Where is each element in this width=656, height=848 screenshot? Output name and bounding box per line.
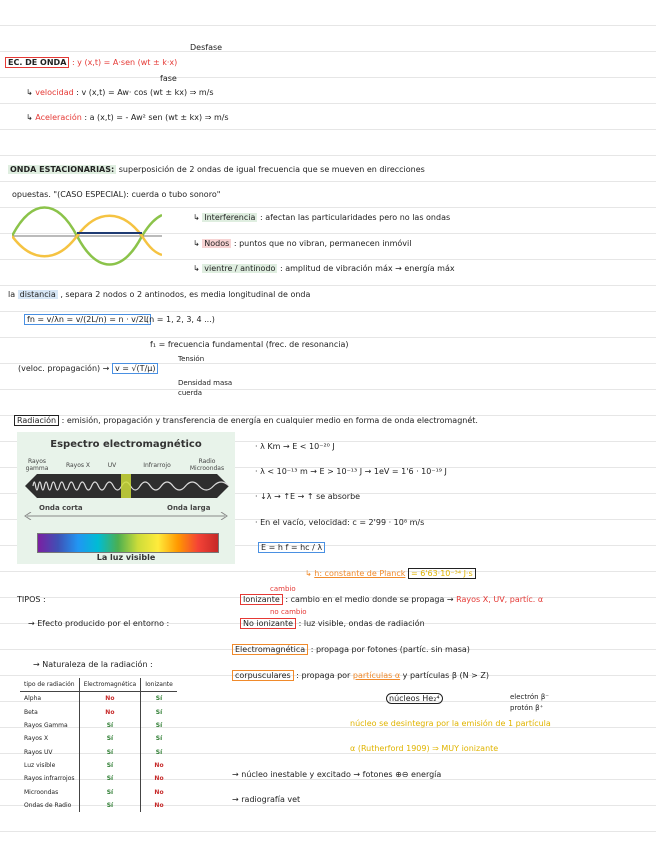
radiacion-label: Radiación (14, 415, 59, 426)
table-cell: No (141, 799, 177, 812)
inestable-text: → núcleo inestable y excitado → fotones ⊕⊖ energía (232, 770, 442, 779)
table-header-row (20, 678, 177, 692)
note-4: · En el vacío, velocidad: c = 2'99 · 10⁸ m/s (255, 518, 425, 527)
ionizante-label: Ionizante (240, 594, 283, 605)
wave-equation-line (5, 58, 177, 68)
table-cell: Alpha (24, 695, 42, 703)
veloc-equation: v = √(T/μ) (112, 363, 159, 374)
table-cell: No (79, 706, 141, 719)
nucleo-desintegra-text: núcleo se desintegra por la emisión de 1 partícula (350, 719, 551, 728)
luz-visible-label: La luz visible (96, 553, 156, 562)
f1-text: f₁ = frecuencia fundamental (frec. de resonancia) (150, 340, 349, 349)
table-row (20, 719, 177, 732)
onda-corta-label: Onda corta (39, 504, 83, 512)
note-5-line (258, 543, 325, 553)
table-cell: No (141, 772, 177, 785)
estacionarias-label: ONDA ESTACIONARIAS: (10, 165, 115, 174)
table-cell: Sí (79, 759, 141, 772)
densidad-label: Densidad masa cuerda (178, 379, 233, 397)
spectrum-band (25, 472, 229, 500)
nucleos-label: núcleos He₂⁴ (386, 693, 443, 704)
table-cell: Sí (79, 745, 141, 758)
electromagnetica-text: : propaga por fotones (partíc. sin masa) (310, 645, 470, 654)
interferencia-line: ↳ Interferencia : afectan las particularidades pero no las ondas (193, 213, 451, 222)
table-cell: Rayos Gamma (24, 722, 68, 730)
table-cell: Sí (141, 732, 177, 745)
vientre-label: vientre / antinodo (204, 264, 276, 273)
ionizante-line (240, 595, 543, 605)
table-cell: Sí (79, 772, 141, 785)
table-cell: Luz visible (24, 761, 56, 769)
no-ionizante-label: No ionizante (240, 618, 296, 629)
rutherford-line (350, 744, 498, 754)
velocidad-equation: : v (x,t) = Aw· cos (wt ± kx) ⇒ m/s (76, 88, 214, 97)
veloc-text: (veloc. propagación) → (18, 364, 110, 373)
aceleracion-label: Aceleración (35, 113, 82, 122)
wave-equation-label: EC. DE ONDA (5, 57, 69, 68)
estacionarias-line-1 (8, 165, 425, 175)
rutherford-text: α (Rutherford 1909) (350, 744, 430, 753)
table-row (20, 692, 177, 706)
fn-equation: fn = v/λn = v/(2L/n) = n · v/2L (24, 314, 151, 325)
table-row (20, 732, 177, 745)
table-cell: Sí (141, 745, 177, 758)
no-ionizante-text: : luz visible, ondas de radiación (298, 619, 425, 628)
table-cell: Sí (79, 799, 141, 812)
tipos-label: TIPOS : (17, 595, 46, 604)
table-row (20, 799, 177, 812)
estacionarias-text-2: opuestas. "(CASO ESPECIAL): cuerda o tubo sonoro" (12, 190, 221, 199)
nucleos-line (386, 694, 443, 704)
uv-label: UV (107, 462, 117, 469)
wavelength-arrow (23, 512, 229, 520)
table-cell: Sí (79, 719, 141, 732)
planck-value: = 6'63·10⁻³⁴ J·s (408, 568, 476, 579)
note-1: · λ Km → E < 10⁻²⁰ J (255, 442, 335, 451)
particulas-b: partículas β (N > Z) (409, 671, 490, 680)
wave-equation: : y (x,t) = A·sen (wt ± k·x) (71, 58, 178, 67)
table-row (20, 772, 177, 785)
muy-ionizante-text: ⇒ MUY ionizante (432, 744, 499, 753)
naturaleza-text: → Naturaleza de la radiación : (33, 660, 153, 669)
ionizante-examples: Rayos X, UV, partíc. α (456, 595, 544, 604)
spectrum-title: Espectro electromagnético (50, 439, 202, 450)
table-cell: Rayos UV (24, 748, 53, 756)
table-cell: Sí (141, 692, 177, 706)
note-5: E = h f = hc / λ (258, 542, 325, 553)
table-header: Electromagnética (79, 678, 141, 692)
table-cell: Sí (141, 706, 177, 719)
distancia-label: distancia (19, 290, 56, 299)
aceleracion-equation: : a (x,t) = - Aw² sen (wt ± kx) ⇒ m/s (84, 113, 229, 122)
table-cell: Rayos X (24, 735, 49, 743)
standing-wave-diagram (12, 203, 162, 273)
no-cambio-label: no cambio (270, 608, 307, 616)
note-3: · ↓λ → ↑E → ↑ se absorbe (255, 492, 361, 501)
no-ionizante-line (240, 619, 425, 629)
table-cell: Sí (79, 732, 141, 745)
electromagnetica-label: Electromagnética (232, 644, 308, 655)
table-cell: Rayos infrarrojos (24, 775, 75, 783)
y-conjunction: y (402, 671, 408, 680)
rayos-gamma-label: Rayos gamma (25, 458, 49, 472)
electromagnetica-line (232, 645, 470, 655)
infrarrojo-label: Infrarrojo (143, 462, 171, 469)
tension-label: Tensión (178, 355, 205, 363)
distancia-pre: la (8, 290, 16, 299)
radiation-table (20, 678, 177, 812)
fn-line (24, 315, 151, 325)
table-cell: No (141, 785, 177, 798)
table-header: tipo de radiación (20, 678, 79, 692)
table-cell: No (79, 692, 141, 706)
velocidad-line: ↳ velocidad : v (x,t) = Aw· cos (wt ± kx) ⇒ m/s (26, 88, 214, 97)
velocidad-label: velocidad (35, 88, 74, 97)
table-cell: No (141, 759, 177, 772)
table-row (20, 785, 177, 798)
aceleracion-line: ↳ Aceleración : a (x,t) = - Aw² sen (wt ± kx) ⇒ m/s (26, 113, 229, 122)
rayos-x-label: Rayos X (65, 462, 91, 469)
onda-larga-label: Onda larga (167, 504, 211, 512)
distancia-line (8, 290, 310, 300)
nodos-label: Nodos (204, 239, 230, 248)
planck-line: ↳ h: constante de Planck = 6'63·10⁻³⁴ J·s (305, 569, 476, 579)
radio-label: Radio Microondas (189, 458, 225, 472)
table-row (20, 745, 177, 758)
table-cell: Ondas de Radio (24, 801, 72, 809)
veloc-line (18, 364, 158, 374)
table-row (20, 706, 177, 719)
nodos-text: : puntos que no vibran, permanecen inmóvil (233, 239, 412, 248)
table-cell: Microondas (24, 788, 59, 796)
table-cell: Sí (79, 785, 141, 798)
vientre-line: ↳ vientre / antinodo : amplitud de vibración máx → energía máx (193, 264, 455, 273)
note-2: · λ < 10⁻¹³ m → E > 10⁻¹³ J → 1eV = 1'6 · 10⁻¹⁹ J (255, 467, 447, 476)
n-values: (n = 1, 2, 3, 4 ...) (146, 315, 215, 324)
cambio-label: cambio (270, 585, 296, 593)
radiacion-text: : emisión, propagación y transferencia de energía en cualquier medio en forma de onda electromagnét. (61, 416, 478, 425)
visible-light-bar (37, 533, 219, 553)
corpusculares-line (232, 671, 489, 681)
interferencia-label: Interferencia (204, 213, 256, 222)
table-row (20, 759, 177, 772)
nodos-line: ↳ Nodos : puntos que no vibran, permanecen inmóvil (193, 239, 412, 248)
table-header: Ionizante (141, 678, 177, 692)
distancia-text: , separa 2 nodos o 2 antinodos, es media longitudinal de onda (60, 290, 311, 299)
planck-label: h: constante de Planck (314, 569, 406, 578)
spectrum-card (17, 432, 235, 564)
corpusculares-label: corpusculares (232, 670, 294, 681)
table-cell: Beta (24, 708, 38, 716)
radiacion-line (14, 416, 478, 426)
vientre-text: : amplitud de vibración máx → energía máx (279, 264, 455, 273)
table-cell: Sí (141, 719, 177, 732)
efecto-text: → Efecto producido por el entorno : (28, 619, 170, 628)
interferencia-text: : afectan las particularidades pero no las ondas (259, 213, 451, 222)
ionizante-text: : cambio en el medio donde se propaga → (285, 595, 454, 604)
desfase-label: Desfase (190, 43, 223, 52)
fase-label: fase (160, 74, 177, 83)
electron-label: electrón β⁻ (510, 693, 549, 701)
corpusculares-text: : propaga por (296, 671, 351, 680)
particulas-a: partículas α (352, 671, 401, 680)
radiografia-text: → radiografía vet (232, 795, 301, 804)
estacionarias-text-1: superposición de 2 ondas de igual frecuencia que se mueven en direcciones (118, 165, 425, 174)
proton-label: protón β⁺ (510, 704, 544, 712)
